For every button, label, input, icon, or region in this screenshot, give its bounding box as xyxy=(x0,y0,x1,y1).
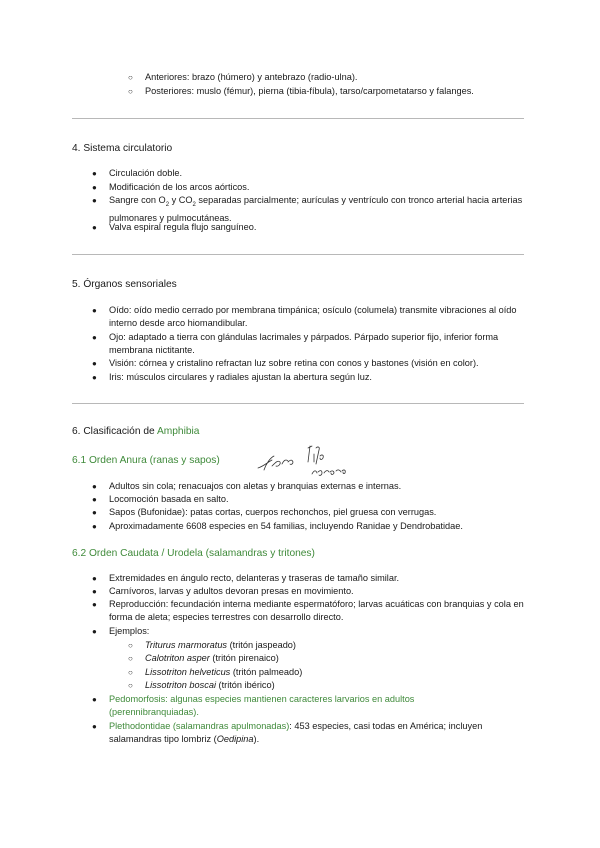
list-item: Sapos (Bufonidae): patas cortas, cuerpos rechonchos, piel gruesa con verrugas. xyxy=(109,507,437,517)
list-item: Plethodontidae (salamandras apulmonadas): 453 especies, casi todas en América; incluyen salamandras tipo lombriz (Oedipina). xyxy=(109,721,483,745)
list-item: Extremidades en ángulo recto, delanteras y traseras de tamaño similar. xyxy=(109,573,400,583)
bullet-icon: ● xyxy=(92,522,97,531)
bullet-icon: ● xyxy=(92,359,97,368)
bullet-icon: ● xyxy=(92,306,97,315)
section-divider xyxy=(72,118,524,119)
circle-bullet-icon: ○ xyxy=(128,654,133,663)
list-item: Adultos sin cola; renacuajos con aletas y branquias externas e internas. xyxy=(109,481,402,491)
list-item: Ojo: adaptado a tierra con glándulas lacrimales y párpados. Párpado superior fijo, inferior forma membrana nictitante. xyxy=(109,332,499,356)
bullet-icon: ● xyxy=(92,169,97,178)
example-item: Triturus marmoratus (tritón jaspeado) xyxy=(145,640,296,650)
list-item: Posteriores: muslo (fémur), pierna (tibia-fíbula), tarso/carpometatarso y falanges. xyxy=(145,86,474,96)
list-item: Visión: córnea y cristalino refractan luz sobre retina con conos y bastones (visión en color). xyxy=(109,358,479,368)
list-item: Oído: oído medio cerrado por membrana timpánica; osículo (columela) transmite vibraciones al oído interno desde arco hiomandibular. xyxy=(109,305,517,329)
list-item: Iris: músculos circulares y radiales ajustan la abertura según luz. xyxy=(109,372,372,382)
circle-bullet-icon: ○ xyxy=(128,681,133,690)
bullet-icon: ● xyxy=(92,587,97,596)
bullet-icon: ● xyxy=(92,600,97,609)
bullet-icon: ● xyxy=(92,482,97,491)
list-item: Carnívoros, larvas y adultos devoran presas en movimiento. xyxy=(109,586,354,596)
list-item: Reproducción: fecundación interna mediante espermatóforo; larvas acuáticas con branquias y cola en forma de aleta; especies terrestres con desarrollo directo. xyxy=(109,599,524,623)
list-item: Pedomorfosis: algunas especies mantienen caracteres larvarios en adultos (perennibranquiadas). xyxy=(109,694,415,718)
bullet-icon: ● xyxy=(92,495,97,504)
example-item: Lissotriton helveticus (tritón palmeado) xyxy=(145,667,303,677)
handwriting-annotation xyxy=(250,440,360,482)
bullet-icon: ● xyxy=(92,695,97,704)
bullet-icon: ● xyxy=(92,574,97,583)
section-title: 4. Sistema circulatorio xyxy=(72,143,173,154)
example-item: Calotriton asper (tritón pirenaico) xyxy=(145,653,279,663)
section-title: 5. Órganos sensoriales xyxy=(72,279,177,290)
list-item: Modificación de los arcos aórticos. xyxy=(109,182,250,192)
bullet-icon: ● xyxy=(92,627,97,636)
bullet-icon: ● xyxy=(92,183,97,192)
list-item: Aproximadamente 6608 especies en 54 familias, incluyendo Ranidae y Dendrobatidae. xyxy=(109,521,463,531)
circle-bullet-icon: ○ xyxy=(128,73,133,82)
bullet-icon: ● xyxy=(92,722,97,731)
bullet-icon: ● xyxy=(92,373,97,382)
example-item: Lissotriton boscai (tritón ibérico) xyxy=(145,680,275,690)
list-item: Anteriores: brazo (húmero) y antebrazo (radio-ulna). xyxy=(145,72,358,82)
bullet-icon: ● xyxy=(92,508,97,517)
list-item: Circulación doble. xyxy=(109,168,183,178)
section-divider xyxy=(72,403,524,404)
bullet-icon: ● xyxy=(92,196,97,205)
bullet-icon: ● xyxy=(92,223,97,232)
bullet-icon: ● xyxy=(92,333,97,342)
subsection-heading: 6.1 Orden Anura (ranas y sapos) xyxy=(72,455,220,466)
section-title: 6. Clasificación de Amphibia xyxy=(72,426,200,437)
circle-bullet-icon: ○ xyxy=(128,87,133,96)
subsection-heading: 6.2 Orden Caudata / Urodela (salamandras y tritones) xyxy=(72,548,315,559)
section-divider xyxy=(72,254,524,255)
list-item: Ejemplos: xyxy=(109,626,150,636)
circle-bullet-icon: ○ xyxy=(128,668,133,677)
list-item: Valva espiral regula flujo sanguíneo. xyxy=(109,222,257,232)
list-item: Locomoción basada en salto. xyxy=(109,494,229,504)
list-item: Sangre con $O_2$ y $CO_2$ separadas parcialmente; aurículas y ventrículo con tronco arterial hacia arterias pulmonares y pulmocutáneas. xyxy=(109,195,523,224)
circle-bullet-icon: ○ xyxy=(128,641,133,650)
